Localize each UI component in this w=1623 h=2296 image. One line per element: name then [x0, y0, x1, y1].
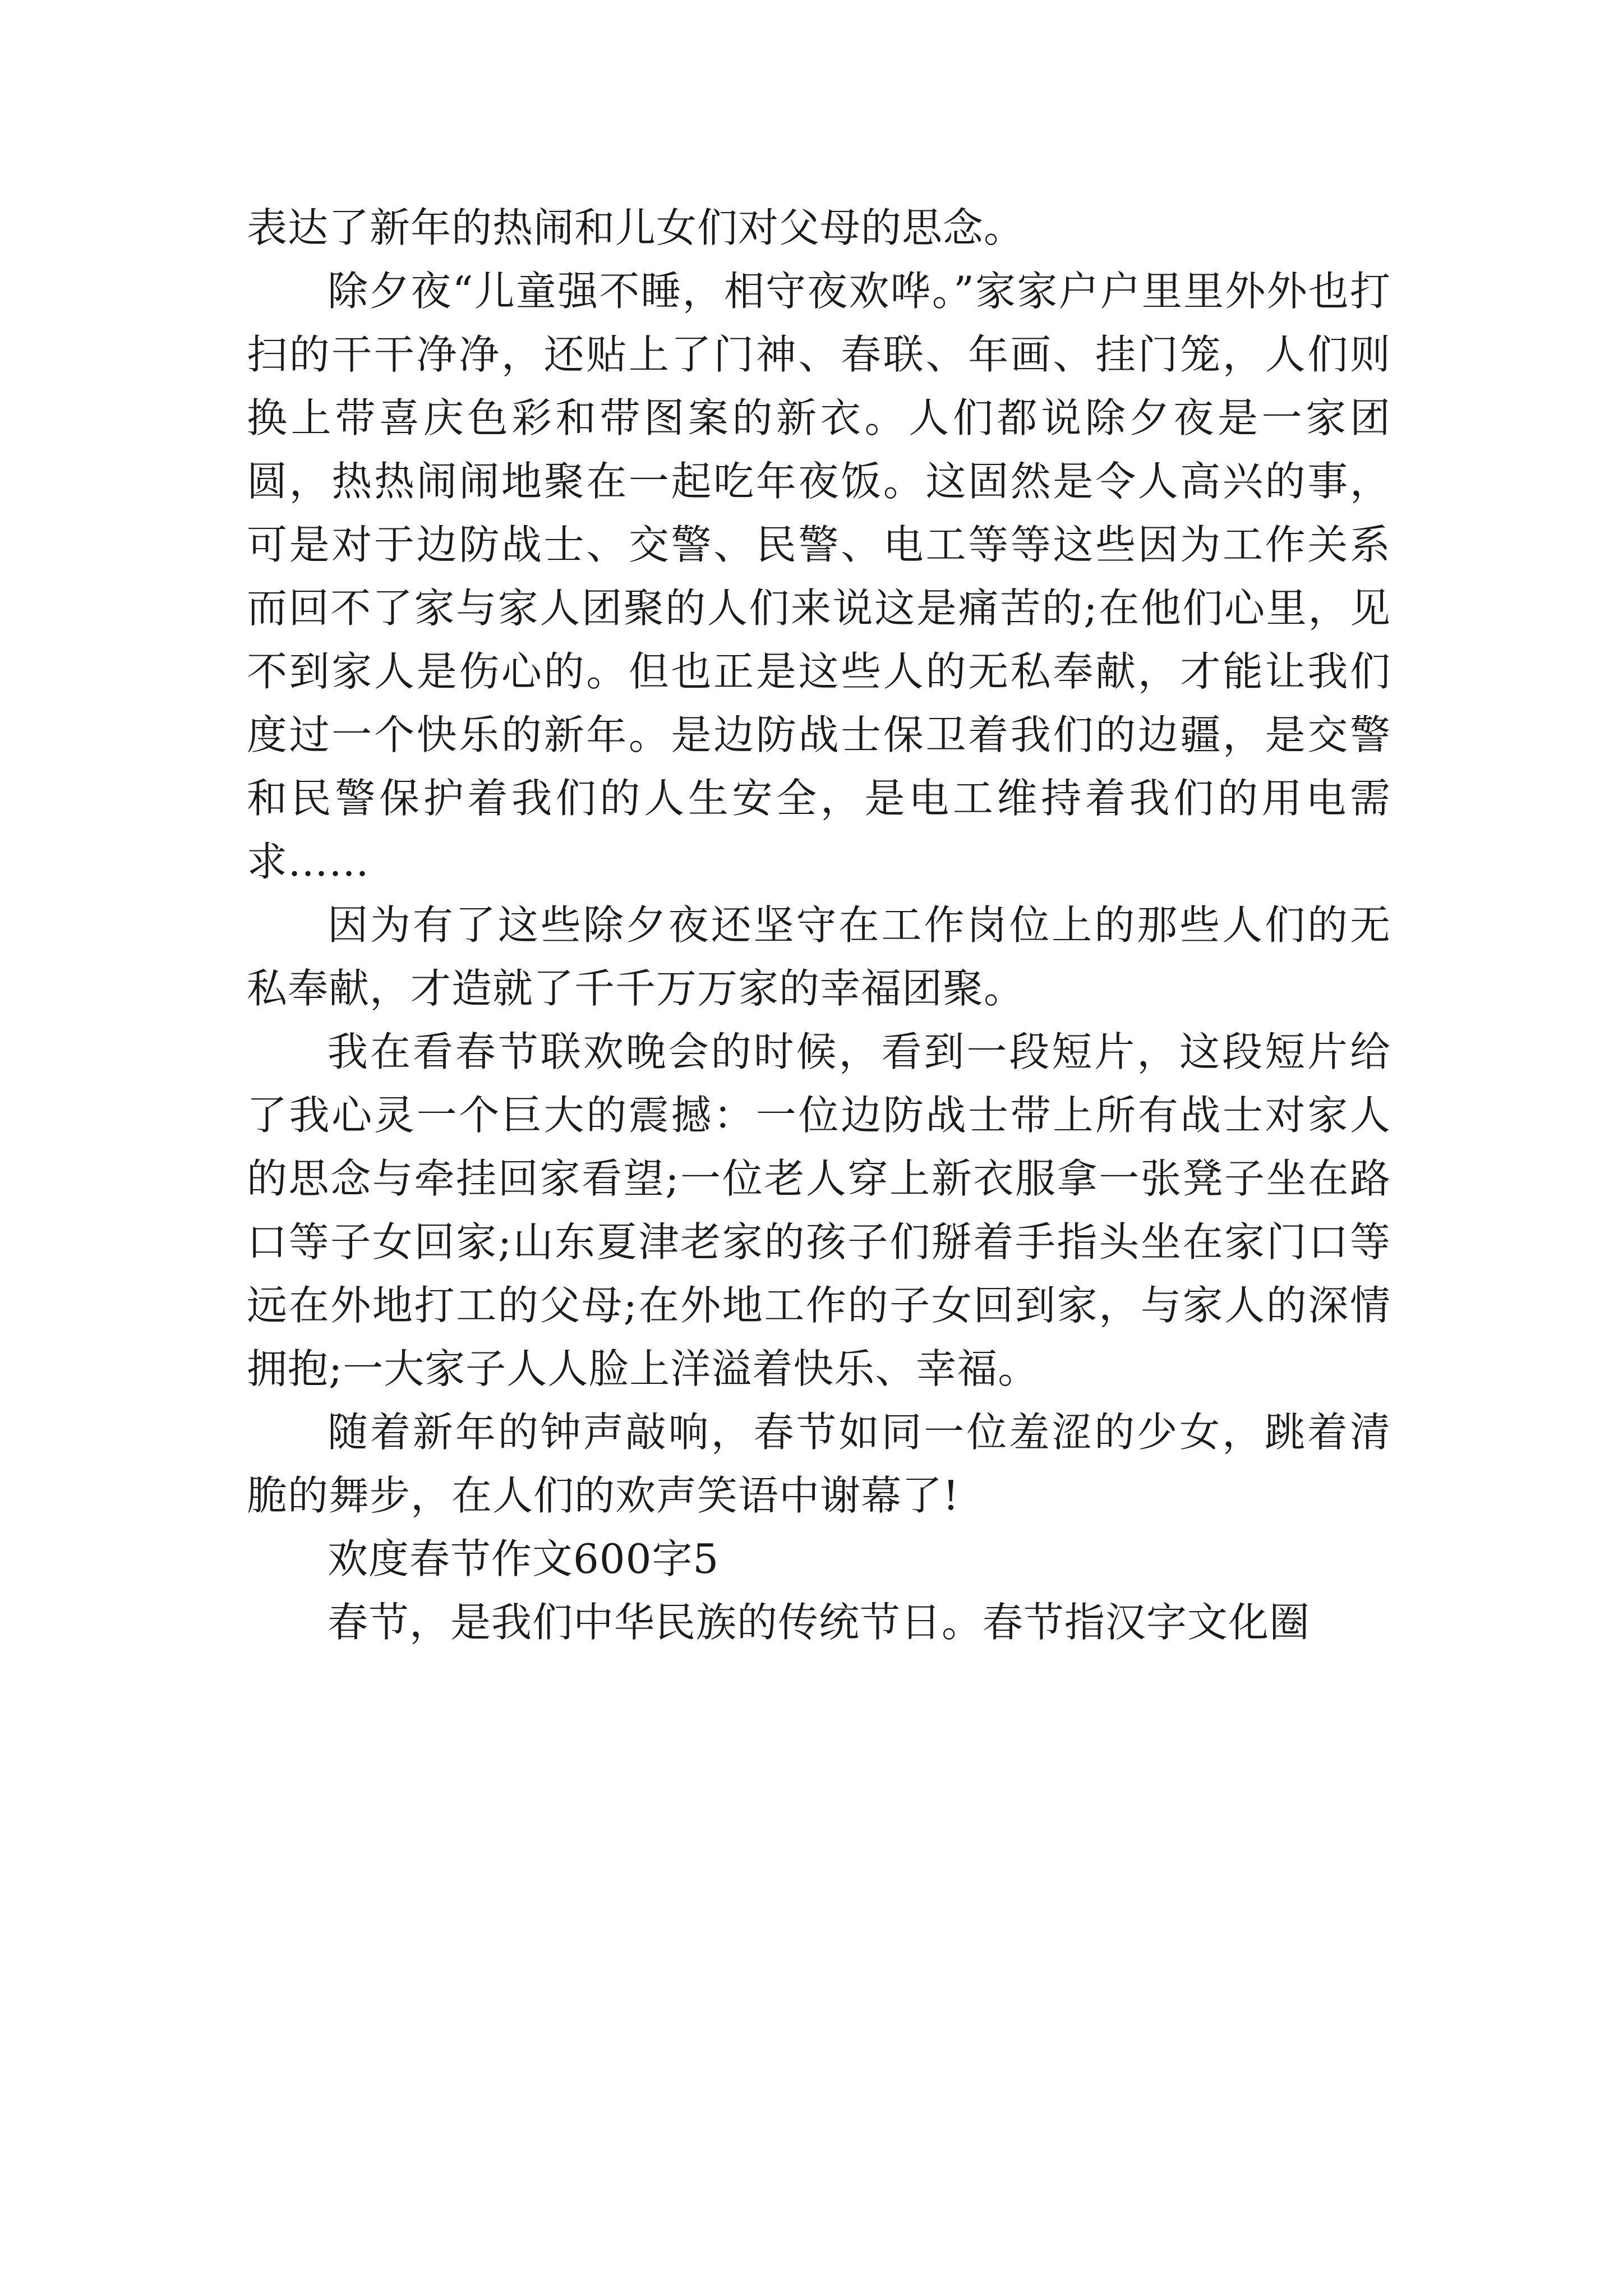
essay-title: 欢度春节作文600字5 [328, 1535, 720, 1582]
paragraph-new-year-eve: 除夕夜“儿童强不睡，相守夜欢哗。”家家户户里里外外也打扫的干干净净，还贴上了门神、春联、年画、挂门笼，人们则换上带喜庆色彩和带图案的新衣。人们都说除夕夜是一家团圆，热热闹闹地聚在一起吃年夜饭。这固然是令人高兴的事，可是对于边防战士、交警、民警、电工等等这些因为工作关系而回不了家与家人团聚的人们来说这是痛苦的;在他们心里，见不到家人是伤心的。但也正是这些人的无私奉献，才能让我们度过一个快乐的新年。是边防战士保卫着我们的边疆，是交警和民警保护着我们的人生安全，是电工维持着我们的用电需求…… [247, 268, 1391, 885]
paragraph-continuation: 表达了新年的热闹和儿女们对父母的思念。 [247, 204, 1025, 251]
paragraph-gala-short-film: 我在看春节联欢晚会的时候，看到一段短片，这段短片给了我心灵一个巨大的震撼：一位边防战士带上所有战士对家人的思念与牵挂回家看望;一位老人穿上新衣服拿一张凳子坐在路口等子女回家;山东夏津老家的孩子们掰着手指头坐在家门口等远在外地打工的父母;在外地工作的子女回到家，与家人的深情拥抱;一大家子人人脸上洋溢着快乐、幸福。 [247, 1028, 1391, 1392]
document-body [247, 196, 1391, 1654]
paragraph-spring-festival-intro: 春节，是我们中华民族的传统节日。春节指汉字文化圈 [328, 1599, 1311, 1646]
paragraph-bell-ringing: 随着新年的钟声敲响，春节如同一位羞涩的少女，跳着清脆的舞步，在人们的欢声笑语中谢幕了! [247, 1409, 1391, 1519]
paragraph-dedication: 因为有了这些除夕夜还坚守在工作岗位上的那些人们的无私奉献，才造就了千千万万家的幸福团聚。 [247, 901, 1391, 1012]
